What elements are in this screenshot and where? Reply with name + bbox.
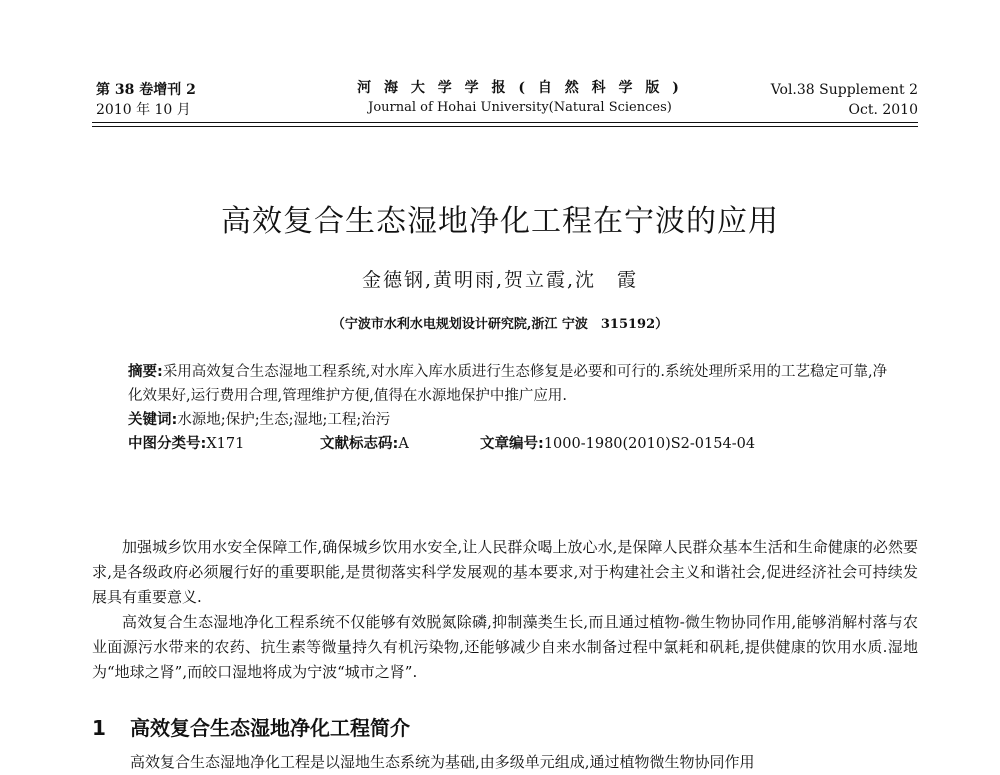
abstract-text: 采用高效复合生态湿地工程系统,对水库入库水质进行生态修复是必要和可行的.系统处理所采用的工艺稳定可靠,净化效果好,运行费用合理,管理维护方便,值得在水源地保护中推广应用. bbox=[128, 364, 888, 404]
publication-date: 2010 年 10 月 bbox=[96, 102, 191, 118]
journal-volume-info bbox=[96, 80, 196, 120]
publication-month: Oct. 2010 bbox=[848, 102, 918, 118]
clc-label: 中图分类号: bbox=[128, 436, 207, 452]
clc-number bbox=[128, 432, 320, 456]
journal-name-chinese: 河 海 大 学 学 报 ( 自 然 科 学 版 ) bbox=[357, 80, 683, 96]
author-list: 金德钢,黄明雨,贺立霞,沈 霞 bbox=[361, 269, 639, 291]
author-affiliation: （宁波市水利水电规划设计研究院,浙江 宁波 315192） bbox=[331, 317, 669, 332]
document-code bbox=[320, 432, 480, 456]
section-number: 1 bbox=[92, 716, 106, 740]
journal-name bbox=[320, 78, 720, 118]
doc-code-label: 文献标志码: bbox=[320, 436, 399, 452]
section-heading bbox=[92, 712, 410, 741]
journal-name-english: Journal of Hohai University(Natural Sciences) bbox=[368, 100, 672, 115]
keywords bbox=[128, 408, 888, 432]
cut-off-paragraph: 高效复合生态湿地净化工程是以湿地生态系统为基础,由多级单元组成,通过植物微生物协同作用 bbox=[130, 753, 755, 771]
doc-code-value: A bbox=[398, 436, 409, 452]
abstract-block bbox=[128, 360, 888, 456]
article-number-label: 文章编号: bbox=[480, 436, 544, 452]
article-number-value: 1000-1980(2010)S2-0154-04 bbox=[543, 436, 756, 452]
abstract bbox=[128, 360, 888, 408]
header-rule-thin bbox=[92, 126, 918, 127]
section-title: 高效复合生态湿地净化工程简介 bbox=[130, 716, 410, 740]
paper-title: 高效复合生态湿地净化工程在宁波的应用 bbox=[221, 204, 779, 239]
abstract-label: 摘要: bbox=[128, 364, 163, 380]
keywords-label: 关键词: bbox=[128, 412, 178, 428]
volume-supplement: Vol.38 Supplement 2 bbox=[770, 82, 918, 98]
volume-issue: 第 38 卷增刊 2 bbox=[96, 82, 196, 98]
journal-volume-english bbox=[771, 80, 918, 120]
body-text bbox=[92, 535, 918, 685]
header-rule-thick bbox=[92, 122, 918, 123]
keywords-text: 水源地;保护;生态;湿地;工程;治污 bbox=[177, 412, 391, 428]
article-number bbox=[480, 432, 755, 456]
classification-row bbox=[128, 432, 888, 456]
paragraph: 高效复合生态湿地净化工程系统不仅能够有效脱氮除磷,抑制藻类生长,而且通过植物-微生物协同作用,能够消解村落与农业面源污水带来的农药、抗生素等微量持久有机污染物,还能够减少自来水制备过程中氯耗和矾耗,提供健康的饮用水质.湿地为“地球之肾”,而皎口湿地将成为宁波“城市之肾”. bbox=[92, 613, 918, 681]
paragraph: 加强城乡饮用水安全保障工作,确保城乡饮用水安全,让人民群众喝上放心水,是保障人民群众基本生活和生命健康的必然要求,是各级政府必须履行好的重要职能,是贯彻落实科学发展观的基本要求,对于构建社会主义和谐社会,促进经济社会可持续发展具有重要意义. bbox=[92, 538, 918, 606]
clc-value: X171 bbox=[206, 436, 245, 452]
